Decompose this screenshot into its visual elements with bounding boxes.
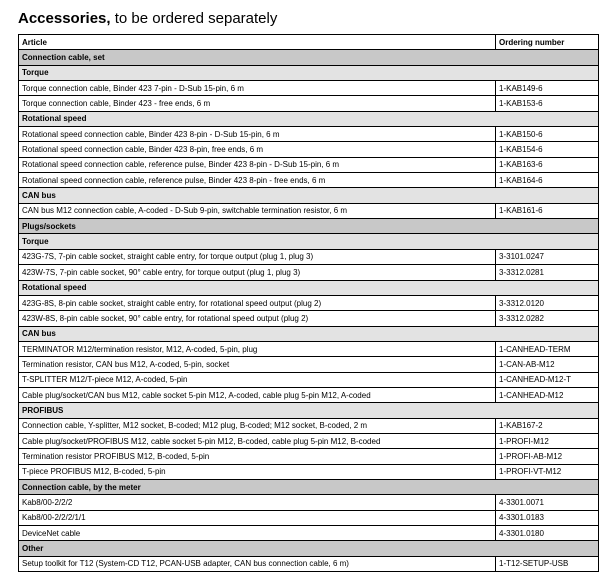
ordering-number-cell: 1-KAB154-6	[496, 142, 599, 157]
article-cell: Cable plug/socket/PROFIBUS M12, cable socket 5-pin M12, B-coded, cable plug 5-pin M12, B-coded	[19, 433, 496, 448]
ordering-number-cell: 3-3312.0281	[496, 265, 599, 280]
table-row	[19, 81, 599, 96]
table-row	[19, 418, 599, 433]
table-row	[19, 387, 599, 402]
table-row	[19, 341, 599, 356]
article-cell: Cable plug/socket/CAN bus M12, cable socket 5-pin M12, A-coded, cable plug 5-pin M12, A-coded	[19, 387, 496, 402]
column-header-ordering-number: Ordering number	[496, 35, 599, 50]
ordering-number-cell: 4-3301.0071	[496, 495, 599, 510]
ordering-number-cell: 1-CANHEAD-TERM	[496, 341, 599, 356]
subsection-label: Rotational speed	[19, 111, 599, 126]
table-row	[19, 464, 599, 479]
ordering-number-cell: 3-3312.0282	[496, 311, 599, 326]
subsection-label: Rotational speed	[19, 280, 599, 295]
article-cell: Connection cable, Y-splitter, M12 socket, B-coded; M12 plug, B-coded; M12 socket, B-coded, 2 m	[19, 418, 496, 433]
table-row	[19, 526, 599, 541]
ordering-number-cell: 3-3101.0247	[496, 249, 599, 264]
article-cell: T-piece PROFIBUS M12, B-coded, 5-pin	[19, 464, 496, 479]
section-label: Connection cable, set	[19, 50, 599, 65]
article-cell: 423W-7S, 7-pin cable socket, 90° cable entry, for torque output (plug 1, plug 3)	[19, 265, 496, 280]
section-label: Connection cable, by the meter	[19, 479, 599, 494]
table-row	[19, 157, 599, 172]
article-cell: Termination resistor PROFIBUS M12, B-coded, 5-pin	[19, 449, 496, 464]
ordering-number-cell: 1-KAB153-6	[496, 96, 599, 111]
subsection-header-row	[19, 280, 599, 295]
section-label: Plugs/sockets	[19, 219, 599, 234]
ordering-number-cell: 1-KAB149-6	[496, 81, 599, 96]
table-row	[19, 433, 599, 448]
subsection-header-row	[19, 111, 599, 126]
subsection-header-row	[19, 326, 599, 341]
subsection-header-row	[19, 188, 599, 203]
table-row	[19, 372, 599, 387]
ordering-number-cell: 1-PROFI-VT-M12	[496, 464, 599, 479]
subsection-header-row	[19, 403, 599, 418]
page-title-bold: Accessories,	[18, 10, 111, 27]
table-row	[19, 510, 599, 525]
subsection-label: CAN bus	[19, 326, 599, 341]
table-row	[19, 249, 599, 264]
ordering-number-cell: 1-KAB161-6	[496, 203, 599, 218]
article-cell: Setup toolkit for T12 (System-CD T12, PCAN-USB adapter, CAN bus connection cable, 6 m)	[19, 556, 496, 571]
ordering-number-cell: 4-3301.0183	[496, 510, 599, 525]
article-cell: Termination resistor, CAN bus M12, A-coded, 5-pin, socket	[19, 357, 496, 372]
ordering-number-cell: 1-KAB163-6	[496, 157, 599, 172]
article-cell: 423W-8S, 8-pin cable socket, 90° cable entry, for rotational speed output (plug 2)	[19, 311, 496, 326]
ordering-number-cell: 1-CANHEAD-M12	[496, 387, 599, 402]
subsection-label: Torque	[19, 65, 599, 80]
table-row	[19, 142, 599, 157]
ordering-number-cell: 1-PROFI-M12	[496, 433, 599, 448]
section-header-row	[19, 219, 599, 234]
table-row	[19, 495, 599, 510]
ordering-number-cell: 4-3301.0180	[496, 526, 599, 541]
article-cell: Rotational speed connection cable, Binder 423 8-pin, free ends, 6 m	[19, 142, 496, 157]
column-header-article: Article	[19, 35, 496, 50]
table-row	[19, 265, 599, 280]
ordering-number-cell: 1-KAB167-2	[496, 418, 599, 433]
ordering-number-cell: 1-PROFI-AB-M12	[496, 449, 599, 464]
subsection-header-row	[19, 234, 599, 249]
article-cell: Rotational speed connection cable, reference pulse, Binder 423 8-pin - free ends, 6 m	[19, 173, 496, 188]
table-header-row	[19, 35, 599, 50]
ordering-number-cell: 1-KAB164-6	[496, 173, 599, 188]
table-row	[19, 203, 599, 218]
article-cell: Torque connection cable, Binder 423 - free ends, 6 m	[19, 96, 496, 111]
section-label: Other	[19, 541, 599, 556]
article-cell: 423G-7S, 7-pin cable socket, straight cable entry, for torque output (plug 1, plug 3)	[19, 249, 496, 264]
subsection-label: CAN bus	[19, 188, 599, 203]
ordering-number-cell: 1-CANHEAD-M12-T	[496, 372, 599, 387]
article-cell: Rotational speed connection cable, reference pulse, Binder 423 8-pin - D-Sub 15-pin, 6 m	[19, 157, 496, 172]
page-title-rest: to be ordered separately	[110, 10, 278, 27]
table-body	[19, 50, 599, 572]
article-cell: DeviceNet cable	[19, 526, 496, 541]
subsection-label: PROFIBUS	[19, 403, 599, 418]
table-row	[19, 295, 599, 310]
page-title	[18, 10, 277, 28]
table-row	[19, 173, 599, 188]
table-row	[19, 311, 599, 326]
ordering-number-cell: 1-KAB150-6	[496, 127, 599, 142]
article-cell: Kab8/00-2/2/2/1/1	[19, 510, 496, 525]
accessories-table	[18, 34, 599, 572]
subsection-header-row	[19, 65, 599, 80]
ordering-number-cell: 3-3312.0120	[496, 295, 599, 310]
table-row	[19, 357, 599, 372]
article-cell: CAN bus M12 connection cable, A-coded - D-Sub 9-pin, switchable termination resistor, 6 m	[19, 203, 496, 218]
article-cell: Torque connection cable, Binder 423 7-pin - D-Sub 15-pin, 6 m	[19, 81, 496, 96]
ordering-number-cell: 1-CAN-AB-M12	[496, 357, 599, 372]
table-row	[19, 127, 599, 142]
table-row	[19, 96, 599, 111]
ordering-number-cell: 1-T12-SETUP-USB	[496, 556, 599, 571]
article-cell: 423G-8S, 8-pin cable socket, straight cable entry, for rotational speed output (plug 2)	[19, 295, 496, 310]
article-cell: Kab8/00-2/2/2	[19, 495, 496, 510]
table-row	[19, 556, 599, 571]
section-header-row	[19, 50, 599, 65]
section-header-row	[19, 479, 599, 494]
article-cell: TERMINATOR M12/termination resistor, M12, A-coded, 5-pin, plug	[19, 341, 496, 356]
article-cell: T-SPLITTER M12/T-piece M12, A-coded, 5-pin	[19, 372, 496, 387]
article-cell: Rotational speed connection cable, Binder 423 8-pin - D-Sub 15-pin, 6 m	[19, 127, 496, 142]
table-row	[19, 449, 599, 464]
subsection-label: Torque	[19, 234, 599, 249]
